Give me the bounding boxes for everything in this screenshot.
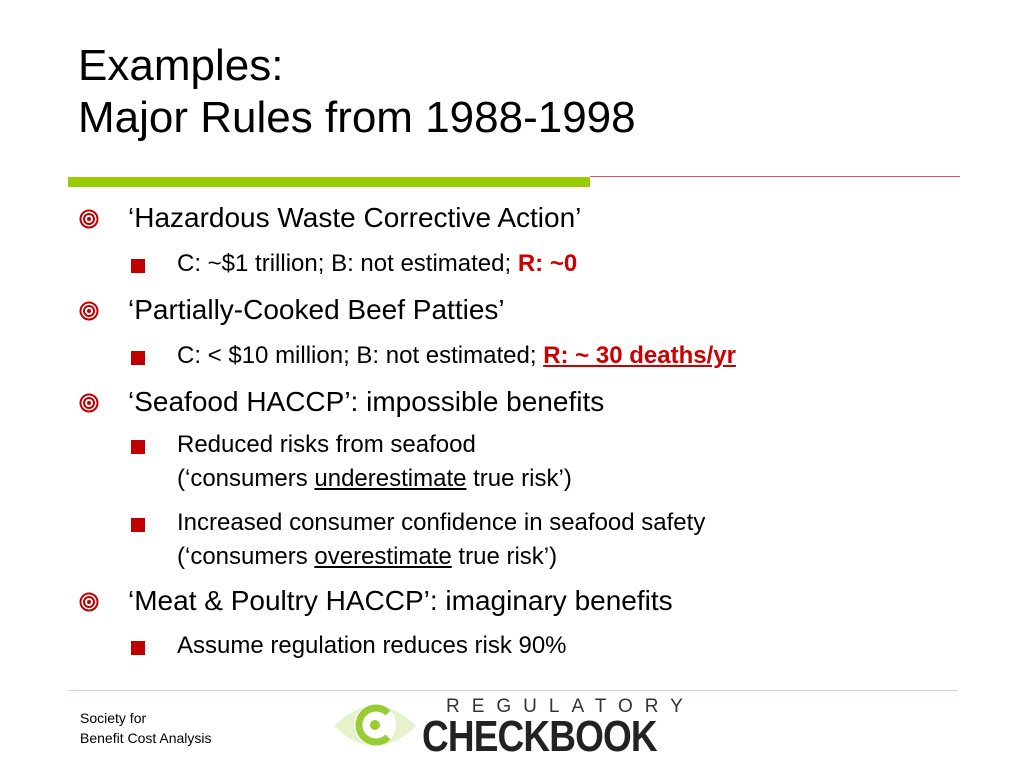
- list-item-level2: [177, 629, 567, 663]
- list-item-level2: [177, 339, 736, 373]
- square-bullet-icon: [131, 351, 145, 365]
- list-item-level1: [128, 293, 505, 327]
- square-bullet-icon: [131, 641, 145, 655]
- logo-wordmark-bottom: CHECKBOOK: [422, 712, 657, 761]
- list-item-label: ‘Seafood HACCP’: impossible benefits: [128, 386, 605, 417]
- footer-divider: [68, 690, 958, 691]
- list-item-label: ‘Hazardous Waste Corrective Action’: [128, 202, 582, 233]
- target-bullet-icon: [79, 209, 99, 229]
- footer-org-line1: Society for: [80, 710, 147, 726]
- title-line-2: Major Rules from 1988-1998: [78, 93, 636, 142]
- logo-wordmark-top: REGULATORY: [446, 696, 695, 717]
- title-line-1: Examples:: [78, 41, 284, 90]
- result-emphasis: R: ~0: [517, 250, 578, 277]
- list-item-label: ‘Partially-Cooked Beef Patties’: [128, 294, 505, 325]
- sub-item-text: C: < $10 million; B: not estimated;: [177, 342, 544, 369]
- list-item-level2: [177, 247, 577, 281]
- target-bullet-icon: [79, 592, 99, 612]
- square-bullet-icon: [131, 518, 145, 532]
- sub-item-text: C: ~$1 trillion; B: not estimated;: [177, 250, 518, 277]
- footer-org-line2: Benefit Cost Analysis: [80, 730, 212, 746]
- target-bullet-icon: [79, 301, 99, 321]
- target-bullet-icon: [79, 393, 99, 413]
- eye-c-logo-icon: [330, 692, 420, 756]
- square-bullet-icon: [131, 259, 145, 273]
- underlined-term: underestimate: [314, 465, 467, 492]
- list-item-label: ‘Meat & Poultry HACCP’: imaginary benefits: [128, 585, 673, 616]
- list-item-level2: [177, 428, 572, 496]
- result-emphasis-link[interactable]: R: ~ 30 deaths/yr: [543, 342, 736, 369]
- title-underline-red: [590, 176, 960, 177]
- square-bullet-icon: [131, 440, 145, 454]
- list-item-level1: [128, 584, 673, 618]
- regulatory-checkbook-logo: [330, 692, 695, 761]
- sub-item-line2: (‘consumers overestimate true risk’): [177, 543, 558, 570]
- sub-item-text: Assume regulation reduces risk 90%: [177, 632, 567, 659]
- list-item-level2: [177, 506, 705, 574]
- sub-item-line1: Reduced risks from seafood: [177, 431, 476, 458]
- title-underline-green: [68, 177, 590, 187]
- underlined-term: overestimate: [314, 543, 452, 570]
- list-item-level1: [128, 201, 581, 235]
- footer-organization: [80, 708, 212, 748]
- slide-title: [78, 40, 636, 144]
- sub-item-line2: (‘consumers underestimate true risk’): [177, 465, 572, 492]
- sub-item-line1: Increased consumer confidence in seafood safety: [177, 509, 706, 536]
- list-item-level1: [128, 385, 604, 419]
